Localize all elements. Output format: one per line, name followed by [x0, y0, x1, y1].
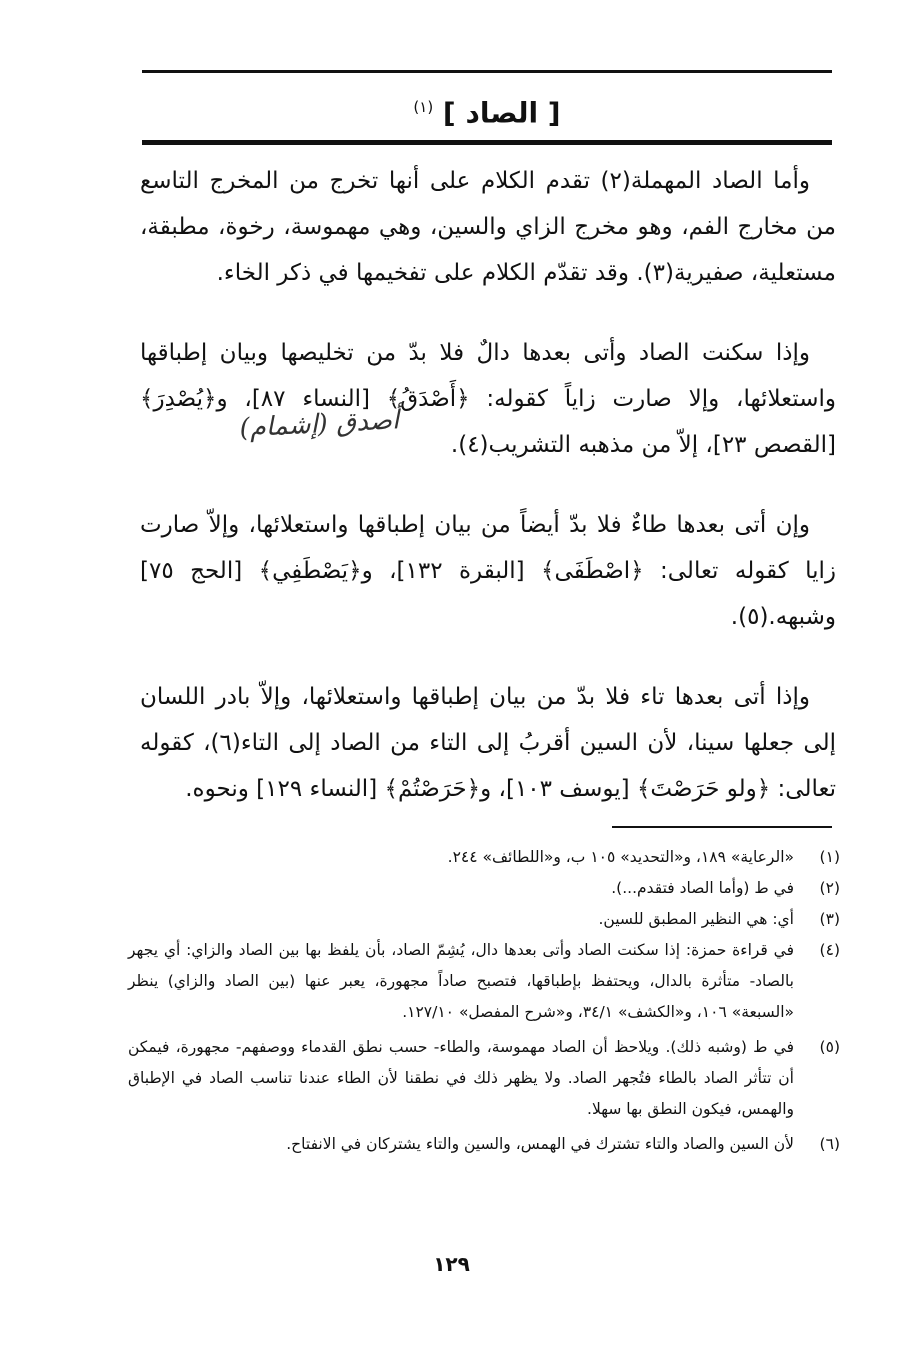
footnote-number: (٥) — [819, 1038, 840, 1056]
section-title-text: [ الصاد ] — [442, 96, 561, 130]
footnote-number: (١) — [819, 848, 840, 866]
footnote — [120, 1032, 840, 1125]
footnote-separator — [612, 826, 832, 828]
paragraph: وإن أتى بعدها طاءٌ فلا بدّ أيضاً من بيان إطباقها واستعلائها، وإلاّ صارت زايا كقوله تعالى: ﴿اصْطَفَى﴾ [البقرة ١٣٢]، و﴿يَصْطَفِي﴾ [الحج ٧٥] وشبهه.(٥). — [140, 512, 836, 630]
footnote-number: (٢) — [819, 879, 840, 897]
footnote-text: في ط (وشبه ذلك). ويلاحظ أن الصاد مهموسة، والطاء- حسب نطق القدماء ووصفهم- مجهورة، فيمكن أن تتأثر الصاد بالطاء فتُجهر الصاد. ولا يظهر ذلك في نطقنا لأن الطاء عندنا تناسب الصاد في الإطباق والهمس، فيكون النطق بها سهلا. — [128, 1038, 794, 1118]
page-number: ١٢٩ — [433, 1252, 470, 1276]
handwritten-annotation: أصدق (إشمام) — [238, 405, 400, 444]
header-rule-thin — [142, 70, 832, 73]
footnotes — [120, 842, 840, 1160]
section-title — [142, 82, 832, 132]
footnote — [120, 842, 840, 873]
paragraph: وإذا أتى بعدها تاء فلا بدّ من بيان إطباقها واستعلائها، وإلاّ بادر اللسان إلى جعلها سينا، لأن السين أقربُ إلى التاء من الصاد إلى التاء(٦)، كقوله تعالى: ﴿ولو حَرَصْتَ﴾ [يوسف ١٠٣]، و﴿حَرَصْتُمْ﴾ [النساء ١٢٩] ونحوه. — [140, 684, 836, 802]
footnote — [120, 904, 840, 935]
paragraph: وأما الصاد المهملة(٢) تقدم الكلام على أنها تخرج من المخرج التاسع من مخارج الفم، وهو مخرج الزاي والسين، وهي مهموسة، رخوة، مطبقة، مستعلية، صفيرية(٣). وقد تقدّم الكلام على تفخيمها في ذكر الخاء. — [140, 168, 836, 286]
footnote — [120, 935, 840, 1028]
footnote-text: «الرعاية» ١٨٩، و«التحديد» ١٠٥ ب، و«اللطائف» ٢٤٤. — [447, 848, 794, 866]
header-rule-thick — [142, 140, 832, 145]
footnote-text: أي: هي النظير المطبق للسين. — [598, 910, 794, 928]
footnote-text: لأن السين والصاد والتاء تشترك في الهمس، والسين والتاء يشتركان في الانفتاح. — [286, 1135, 794, 1153]
footnote-number: (٤) — [819, 941, 840, 959]
footnote-number: (٣) — [819, 910, 840, 928]
footnote-number: (٦) — [819, 1135, 840, 1153]
footnote-text: في ط (وأما الصاد فتقدم...). — [611, 879, 794, 897]
footnote — [120, 873, 840, 904]
main-text — [140, 158, 836, 846]
footnote-text: في قراءة حمزة: إذا سكنت الصاد وأتى بعدها دال، يُشِمّ الصاد، بأن يلفظ بها بين الصاد والزاي: أي يجهر بالصاد- متأثرة بالدال، ويحتفظ بإطباقها، فتصبح صاداً مجهورة، يعبر عنها (بين الصاد والزاي) ينظر «السبعة» ١٠٦، و«الكشف» ٣٤/١، و«شرح المفصل» ١٢٧/١٠. — [128, 941, 794, 1021]
paragraph: وإذا سكنت الصاد وأتى بعدها دالٌ فلا بدّ من تخليصها وبيان إطباقها واستعلائها، وإلا صارت زاياً كقوله: ﴿أَصْدَقُ﴾ [النساء ٨٧]، و﴿يُصْدِرَ﴾ [القصص ٢٣]، إلاّ من مذهبه التشريب(٤). — [140, 340, 836, 458]
section-title-note-ref: (١) — [413, 98, 434, 116]
footnote — [120, 1129, 840, 1160]
